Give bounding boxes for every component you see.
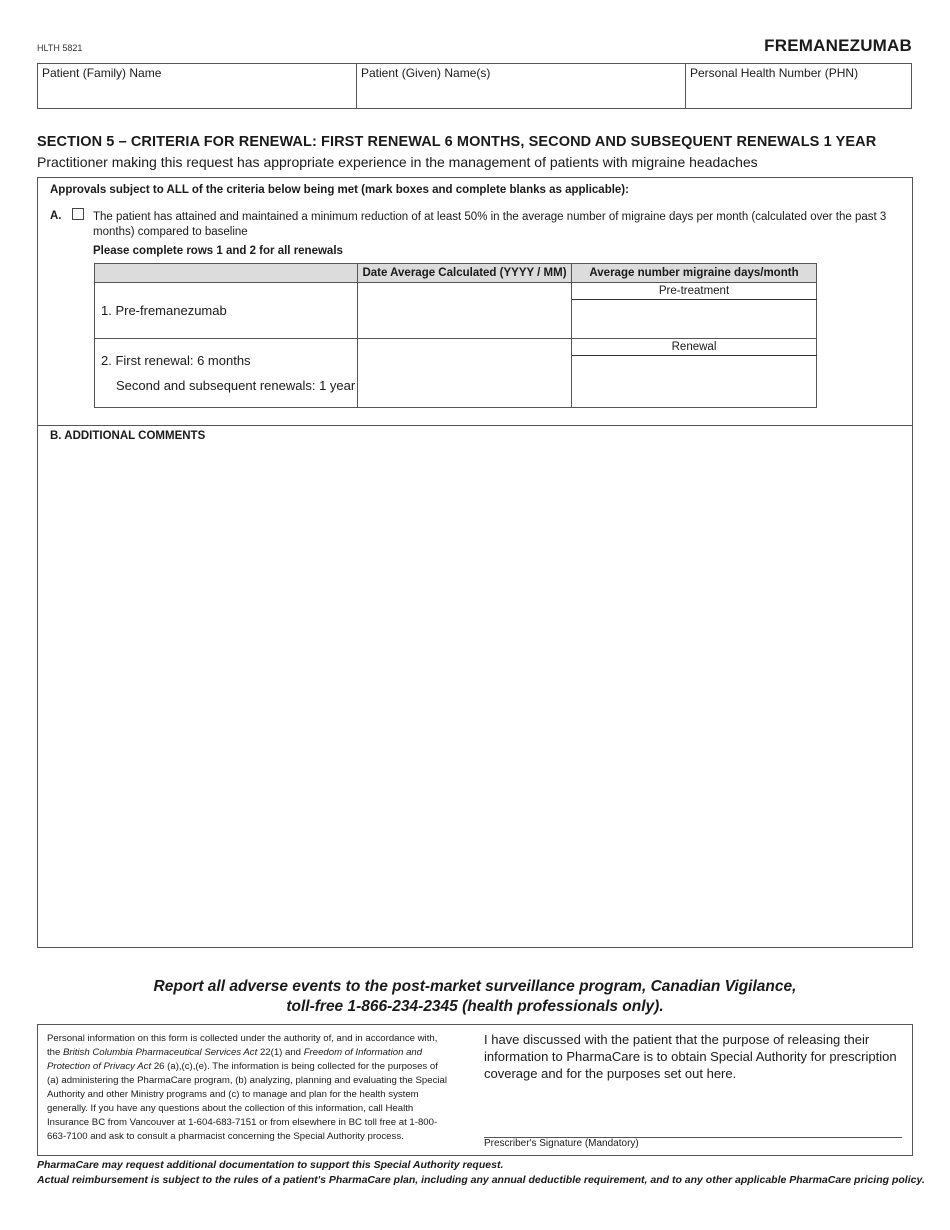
phn-field[interactable] [686, 64, 911, 108]
row2-label-first: 2. First renewal: 6 months [101, 352, 251, 368]
row2-date-input[interactable] [358, 338, 572, 408]
privacy-act-1: British Columbia Pharmaceutical Services Act [63, 1047, 258, 1058]
privacy-text-1: Personal information on this form is collected under the authority of, and in accordance with, the [47, 1033, 438, 1058]
row2-label [95, 338, 358, 408]
criterion-a-checkbox[interactable] [72, 208, 84, 220]
criteria-table [94, 263, 817, 408]
row2-avg-input[interactable] [572, 355, 817, 407]
row1-avg-input[interactable] [572, 300, 817, 338]
table-header-row [95, 264, 817, 283]
adverse-events-notice [37, 977, 913, 1017]
row1-date-input[interactable] [358, 283, 572, 338]
section-subtitle: Practitioner making this request has appropriate experience in the management of patients with migraine headaches [37, 154, 758, 170]
row1-label: 1. Pre-fremanezumab [95, 283, 358, 338]
header-avg-days: Average number migraine days/month [572, 264, 817, 283]
section-title: SECTION 5 – CRITERIA FOR RENEWAL: FIRST RENEWAL 6 MONTHS, SECOND AND SUBSEQUENT RENEWALS 1 YEAR [37, 134, 877, 150]
approvals-heading: Approvals subject to ALL of the criteria below being met (mark boxes and complete blanks as applicable): [50, 184, 629, 196]
footer-note-1: PharmaCare may request additional documentation to support this Special Authority request. [37, 1159, 504, 1171]
row1-subheading: Pre-treatment [572, 283, 817, 300]
drug-name: FREMANEZUMAB [764, 36, 912, 55]
patient-given-name-label: Patient (Given) Name(s) [361, 66, 491, 80]
additional-comments-label: B. ADDITIONAL COMMENTS [50, 430, 206, 442]
signature-label: Prescriber's Signature (Mandatory) [484, 1138, 639, 1149]
table-row [95, 283, 817, 300]
patient-given-name-field[interactable] [357, 64, 686, 108]
criterion-a-text: The patient has attained and maintained a minimum reduction of at least 50% in the average number of migraine days per month (calculated over the past 3 months) compared to baseline [93, 211, 887, 238]
consent-statement: I have discussed with the patient that the purpose of releasing their information to PharmaCare is to obtain Special Authority for prescription coverage and for the purposes set out here. [484, 1032, 897, 1081]
form-id: HLTH 5821 [37, 43, 83, 53]
header-blank [95, 264, 358, 283]
table-row [95, 338, 817, 355]
header-date: Date Average Calculated (YYYY / MM) [358, 264, 572, 283]
row2-subheading: Renewal [572, 338, 817, 355]
row2-label-subsequent: Second and subsequent renewals: 1 year [116, 377, 356, 393]
privacy-text-2: 22(1) and [257, 1047, 304, 1058]
footer-note-2: Actual reimbursement is subject to the rules of a patient's PharmaCare plan, including any annual deductible requirement, and to any other applicable PharmaCare pricing policy. [37, 1174, 925, 1186]
patient-info-box [37, 63, 912, 109]
privacy-statement [47, 1032, 452, 1144]
adverse-events-line1: Report all adverse events to the post-market surveillance program, Canadian Vigilance, [153, 978, 797, 995]
privacy-text-3: 26 (a),(c),(e). The information is being collected for the purposes of (a) administering the PharmaCare program, (b) analyzing, planning and evaluating the Special Authority and other Ministry programs and (c) to manage and plan for the health system generally. If you have any questions about the collection of this information, call Health Insurance BC from Vancouver at 1-604-683-7151 or from elsewhere in BC toll free at 1-800-663-7100 and ask to consult a pharmacist concerning the Special Authority process. [47, 1061, 447, 1142]
rows-note: Please complete rows 1 and 2 for all renewals [93, 245, 343, 257]
section-divider [37, 425, 913, 426]
criterion-a-label: A. [50, 210, 62, 222]
patient-family-name-field[interactable] [38, 64, 357, 108]
adverse-events-line2: toll-free 1-866-234-2345 (health professionals only). [286, 998, 664, 1015]
phn-label: Personal Health Number (PHN) [690, 66, 859, 80]
privacy-act-2: Freedom of Information and Protection of Privacy Act [47, 1047, 423, 1072]
patient-family-name-label: Patient (Family) Name [42, 66, 162, 80]
